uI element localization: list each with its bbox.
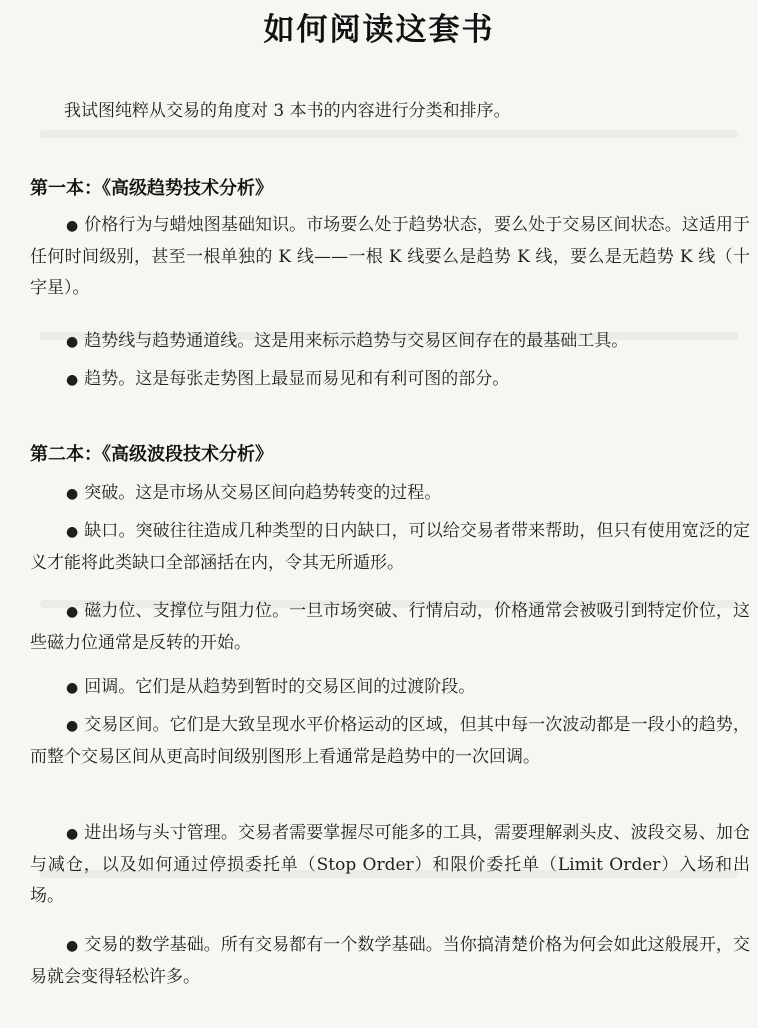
bleed-through <box>40 130 738 138</box>
book1-item-candlestick: ● 价格行为与蜡烛图基础知识。市场要么处于趋势状态，要么处于交易区间状态。这适用于任何时间级别，甚至一根单独的 K 线——一根 K 线要么是趋势 K 线，要么是无趋势 K 线（十字星）。 <box>30 215 751 298</box>
bullet-icon: ● <box>66 334 79 350</box>
book2-item-pullbacks: ● 回调。它们是从趋势到暂时的交易区间的过渡阶段。 <box>66 677 476 697</box>
page-title: 如何阅读这套书 <box>263 12 495 48</box>
bullet-icon: ● <box>66 524 79 540</box>
book2-heading: 第二本：《高级波段技术分析》 <box>30 444 273 465</box>
bullet-icon: ● <box>66 372 79 388</box>
book1-item-trendlines: ● 趋势线与趋势通道线。这是用来标示趋势与交易区间存在的最基础工具。 <box>66 331 629 351</box>
book2-item-orders: ● 进出场与头寸管理。交易者需要掌握尽可能多的工具，需要理解剥头皮、波段交易、加仓与减仓，以及如何通过停损委托单（Stop Order）和限价委托单（Limit Order）入场和出场。 <box>30 823 751 906</box>
bullet-icon: ● <box>66 604 79 620</box>
bullet-icon: ● <box>66 218 79 234</box>
book2-item-math: ● 交易的数学基础。所有交易都有一个数学基础。当你搞清楚价格为何会如此这般展开，交易就会变得轻松许多。 <box>30 935 751 987</box>
bullet-icon: ● <box>66 938 79 954</box>
intro-paragraph: 我试图纯粹从交易的角度对 3 本书的内容进行分类和排序。 <box>64 101 511 121</box>
book1-heading: 第一本：《高级趋势技术分析》 <box>30 178 273 199</box>
bullet-icon: ● <box>66 718 79 734</box>
book1-item-trends: ● 趋势。这是每张走势图上最显而易见和有利可图的部分。 <box>66 369 510 389</box>
bullet-icon: ● <box>66 680 79 696</box>
book2-item-breakouts: ● 突破。这是市场从交易区间向趋势转变的过程。 <box>66 483 442 503</box>
book2-item-trading-ranges: ● 交易区间。它们是大致呈现水平价格运动的区域，但其中每一次波动都是一段小的趋势，而整个交易区间从更高时间级别图形上看通常是趋势中的一次回调。 <box>30 715 751 767</box>
book2-item-gaps: ● 缺口。突破往往造成几种类型的日内缺口，可以给交易者带来帮助，但只有使用宽泛的定义才能将此类缺口全部涵括在内，令其无所遁形。 <box>30 521 751 573</box>
bullet-icon: ● <box>66 486 79 502</box>
book2-item-magnets: ● 磁力位、支撑位与阻力位。一旦市场突破、行情启动，价格通常会被吸引到特定价位，这些磁力位通常是反转的开始。 <box>30 601 751 653</box>
bullet-icon: ● <box>66 826 79 842</box>
